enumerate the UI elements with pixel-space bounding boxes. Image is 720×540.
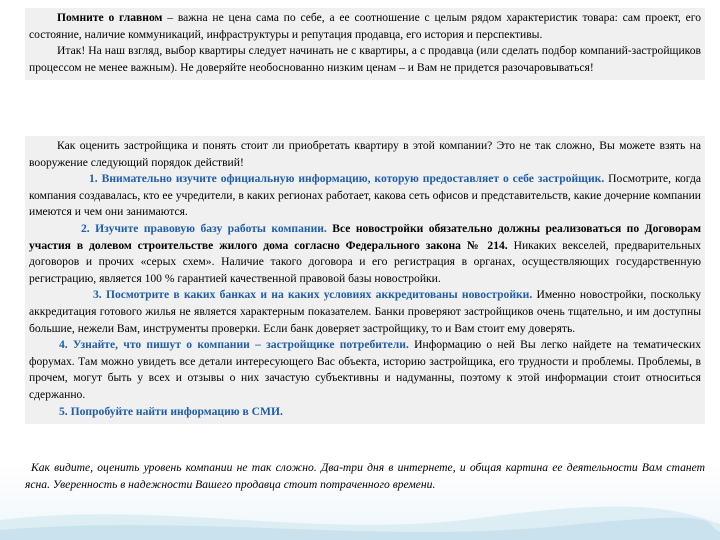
step-3-heading: 3. Посмотрите в каких банках и на каких условиях аккредитованы новостройки. (93, 288, 533, 302)
step-4 (29, 337, 701, 403)
intro-panel (25, 8, 705, 80)
step-2 (29, 221, 701, 287)
steps-intro: Как оценить застройщика и понять стоит ли приобретать квартиру в этой компании? Это не так сложно, Вы можете взять на вооружение следующий порядок действий! (29, 139, 701, 169)
step-4-text: Информацию о ней Вы легко найдете на тематических форумах. Там можно увидеть все детали интересующего Вас объекта, историю застройщика, его трудности и проблемы. Проблемы, в прочем, могут быть у всех и отзывы о них зачастую субъективны и надуманны, поэтому к этой информации стоит относиться сдержанно. (29, 338, 701, 401)
intro-lead: Помните о главном (57, 11, 163, 24)
conclusion-text: Как видите, оценить уровень компании не так сложно. Два-три дня в интернете, и общая картина ее деятельности Вам станет ясна. Уверенность в надежности Вашего продавца стоит потраченного времени. (25, 461, 705, 491)
step-1 (29, 171, 701, 221)
step-1-heading: 1. Внимательно изучите официальную информацию, которую предоставляет о себе застройщик. (89, 172, 605, 186)
step-3-text: Именно новостройки, поскольку аккредитация готового жилья не является характерным показателем. Банки проверяют застройщиков очень тщательно, и им доступны большие, нежели Вам, инструменты проверки. Если банк доверяет застройщику, то и Вам стоит ему доверять. (29, 288, 701, 335)
intro-lead-rest: – важна не цена сама по себе, а ее соотношение с целым рядом характеристик товара: сам проект, его состояние, наличие коммуникаций, инфраструктуры и репутация продавца, его история и перспективы. (29, 11, 701, 41)
step-5 (29, 404, 701, 421)
bottom-wave-decoration (0, 480, 720, 540)
step-2-text: Никаких векселей, предварительных договоров и прочих «серых схем». Наличие такого договора и его регистрация в органах, осуществляющих государственную регистрацию, является 100 % гарантией качественной правовой базы новостройки. (29, 238, 701, 285)
step-2-heading: 2. Изучите правовую базу работы компании. (81, 221, 327, 235)
intro-paragraph (29, 10, 701, 43)
step-5-heading: 5. Попробуйте найти информацию в СМИ. (59, 404, 283, 418)
step-1-text: Посмотрите, когда компания создавалась, кто ее учредители, в каких регионах работает, какова сеть офисов и представительств, какие дочерние компании имеются и чем они занимаются. (29, 172, 702, 219)
step-2-law: Все новостройки обязательно должны реализоваться по Договорам участия в долевом строительстве жилого дома согласно Федерального закона № 214. (29, 221, 701, 252)
step-3 (29, 287, 701, 337)
steps-panel (25, 136, 705, 424)
intro-second-paragraph: Итак! На наш взгляд, выбор квартиры следует начинать не с квартиры, а с продавца (или сделать подбор компаний-застройщиков процессом не менее важным). Не доверяйте необоснованно низким ценам – и Вам не придется разочаровываться! (29, 44, 701, 74)
step-4-heading: 4. Узнайте, что пишут о компании – застройщике потребители. (59, 338, 409, 352)
